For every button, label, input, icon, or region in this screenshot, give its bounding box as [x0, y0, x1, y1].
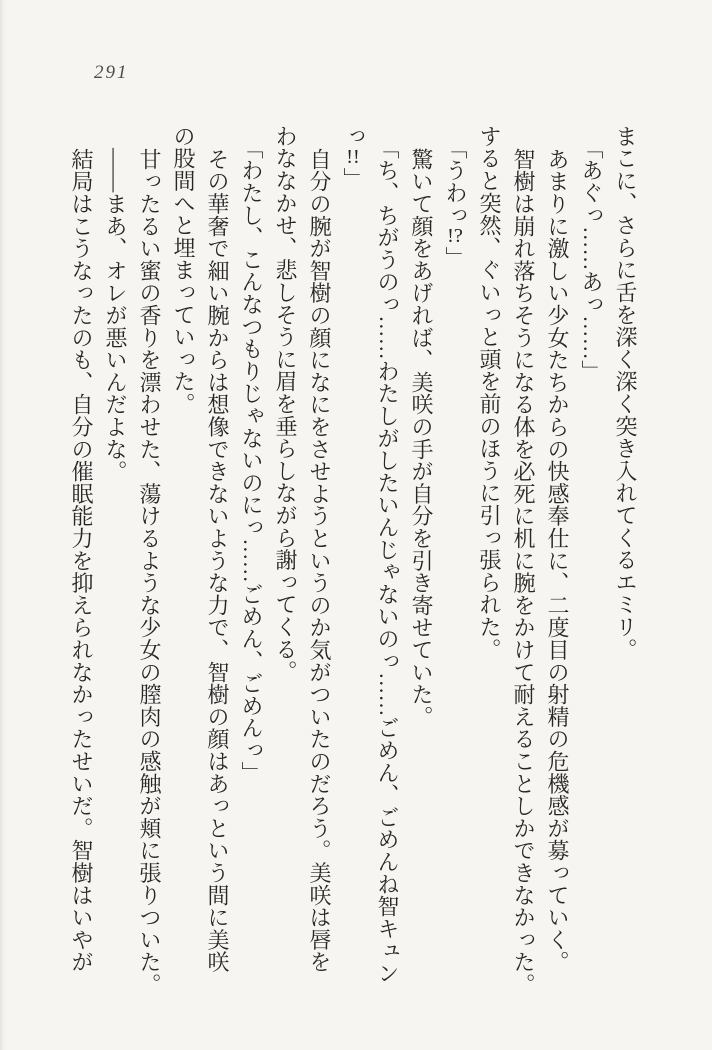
text-line: の股間へと埋まっていった。 [171, 125, 196, 415]
page-number: 291 [94, 62, 129, 83]
text-line: 「ち、ちがうのっ……わたしがしたいんじゃないのっ……ごめん、ごめんね智キュン [375, 137, 400, 985]
text-line: まこに、さらに舌を深く深く突き入れてくるエミリ。 [613, 125, 638, 661]
tate-chu-yoko-glyph: !? [447, 226, 463, 247]
text-line: 智樹は崩れ落ちそうになる体を必死に机に腕をかけて耐えることしかできなかった。 [511, 148, 536, 996]
text-line: 結局はこうなったのも、自分の催眠能力を抑えられなかったせいだ。智樹はいやが [69, 148, 94, 974]
text-line: 驚いて顔をあげれば、美咲の手が自分を引き寄せていた。 [409, 148, 434, 728]
text-line: 「わたし、こんなつもりじゃないのにっ……ごめん、ごめんっ」 [239, 137, 264, 784]
text-line: あまりに激しい少女たちからの快感奉仕に、二度目の射精の危機感が募っていく。 [545, 148, 570, 974]
text-line: 自分の腕が智樹の顔になにをさせようというのか気がついたのだろう。美咲は唇を [307, 148, 332, 974]
text-line: 「あぐっ……あっ……」 [579, 137, 604, 383]
text-line: わななかせ、悲しそうに眉を垂らしながら謝ってくる。 [273, 125, 298, 683]
text-block [64, 125, 642, 1007]
text-line: 「うわっ!?」 [443, 137, 468, 269]
text-line: っ!!」 [341, 125, 366, 190]
text-line: 甘ったるい蜜の香りを漂わせた、蕩けるような少女の膣肉の感触が頬に張りついた。 [137, 148, 162, 996]
text-line: すると突然、ぐいっと頭を前のほうに引っ張られた。 [477, 125, 502, 661]
tate-chu-yoko-glyph: !! [346, 147, 360, 168]
text-line: ――まあ、オレが悪いんだよな。 [103, 148, 128, 483]
text-line: その華奢で細い腕からは想像できないような力で、智樹の顔はあっという間に美咲 [205, 148, 230, 974]
